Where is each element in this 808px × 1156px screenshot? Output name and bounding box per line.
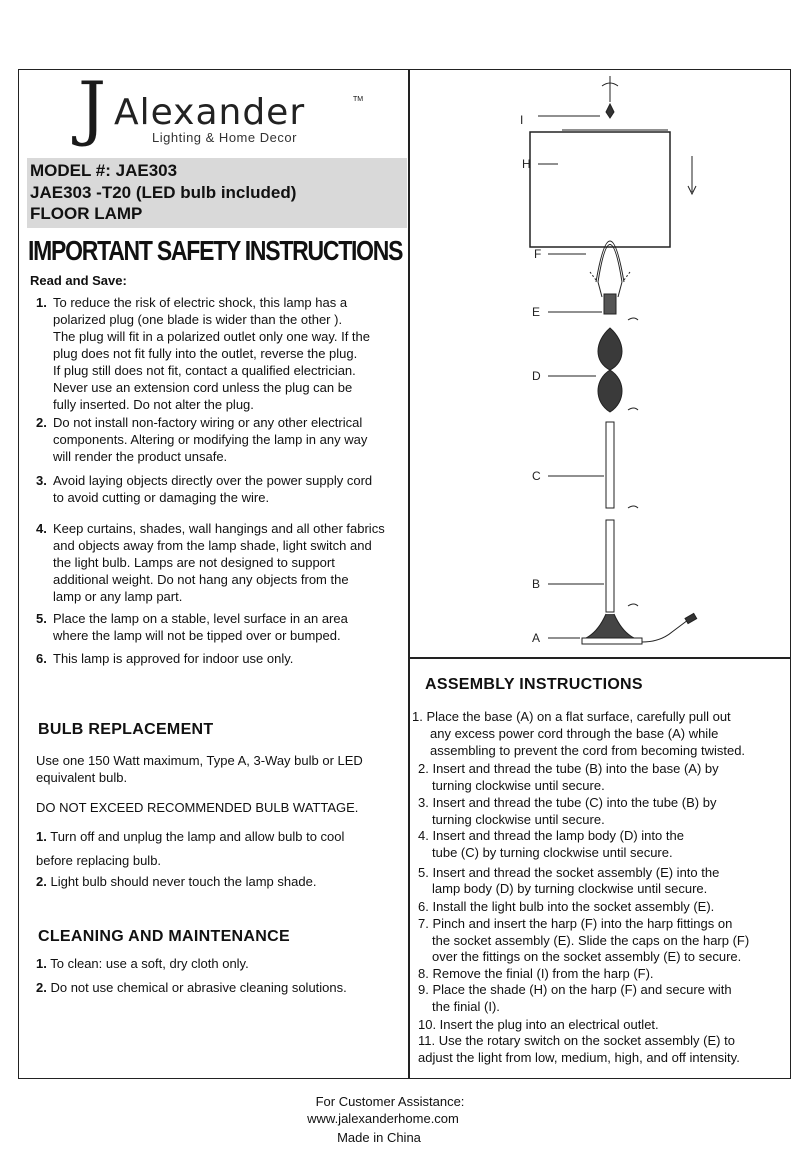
item-line: additional weight. Do not hang any objects from the: [53, 572, 349, 587]
item-line: Keep curtains, shades, wall hangings and all other fabrics: [53, 521, 385, 536]
logo-trademark: TM: [353, 96, 364, 103]
assembly-line: 6. Install the light bulb into the socket assembly (E).: [418, 899, 715, 914]
read-and-save-label: Read and Save:: [30, 273, 127, 288]
model-number: MODEL #: JAE303: [30, 161, 178, 180]
item-number: 6.: [36, 651, 47, 666]
lamp-shade: [530, 132, 670, 247]
assembly-line: the finial (I).: [432, 999, 500, 1014]
assembly-line: 5. Insert and thread the socket assembly (E) into the: [418, 865, 720, 880]
item-line: plug does not fit fully into the outlet, reverse the plug.: [53, 346, 358, 361]
assembly-line: 8. Remove the finial (I) from the harp (F).: [418, 966, 654, 981]
cleaning-step-1: [36, 955, 249, 972]
label-i: I: [520, 113, 524, 127]
footer-assistance: [0, 1094, 808, 1109]
bulb-spec-line: Use one 150 Watt maximum, Type A, 3-Way bulb or LED: [36, 753, 363, 768]
assembly-line: 10. Insert the plug into an electrical outlet.: [418, 1017, 659, 1032]
label-b: B: [532, 577, 541, 591]
item-line: lamp or any lamp part.: [53, 589, 183, 604]
label-h: H: [522, 157, 531, 171]
item-line: will render the product unsafe.: [53, 449, 228, 464]
assembly-line: 7. Pinch and insert the harp (F) into the harp fittings on: [418, 916, 733, 931]
item-line: Never use an extension cord unless the plug can be: [53, 380, 353, 395]
rotate-arrow-icon: [628, 408, 638, 410]
step-number: 2.: [36, 874, 47, 889]
website-link[interactable]: www.jalexanderhome.com: [307, 1111, 459, 1126]
base-neck: [586, 614, 634, 638]
assembly-line: 3. Insert and thread the tube (C) into the tube (B) by: [418, 795, 717, 810]
assembly-line: 2. Insert and thread the tube (B) into the base (A) by: [418, 761, 719, 776]
assembly-line: turning clockwise until secure.: [432, 812, 605, 827]
item-line: This lamp is approved for indoor use only.: [53, 651, 294, 666]
label-e: E: [532, 305, 541, 319]
item-line: components. Altering or modifying the lamp in any way: [53, 432, 368, 447]
safety-title: IMPORTANT SAFETY INSTRUCTIONS: [28, 235, 403, 266]
footer-website[interactable]: [0, 1111, 808, 1126]
step-text: Light bulb should never touch the lamp shade.: [50, 874, 317, 889]
step-text: To clean: use a soft, dry cloth only.: [50, 956, 249, 971]
bulb-spec-line: equivalent bulb.: [36, 770, 128, 785]
safety-item: [36, 294, 416, 413]
step-number: 1.: [36, 829, 47, 844]
item-line: fully inserted. Do not alter the plug.: [53, 397, 254, 412]
item-line: and objects away from the lamp shade, light switch and: [53, 538, 372, 553]
assembly-line: any excess power cord through the base (A) while: [430, 726, 719, 741]
cleaning-step-2: [36, 979, 347, 996]
logo-wordmark: Alexander: [114, 92, 306, 133]
tube-b: [606, 520, 614, 612]
rotate-arrow-icon: [628, 604, 638, 606]
tube-c: [606, 422, 614, 508]
origin-label: Made in China: [337, 1130, 421, 1145]
step-text: before replacing bulb.: [36, 853, 162, 868]
item-line: to avoid cutting or damaging the wire.: [53, 490, 270, 505]
power-cord: [642, 620, 688, 642]
lamp-assembly-diagram: [410, 72, 788, 656]
item-line: The plug will fit in a polarized outlet only one way. If the: [53, 329, 370, 344]
item-number: 4.: [36, 521, 47, 536]
assembly-line: over the fittings on the socket assembly (E) to secure.: [432, 949, 742, 964]
model-header: [27, 158, 407, 228]
socket-assembly: [604, 294, 616, 314]
safety-item: [36, 520, 416, 605]
item-line: where the lamp will not be tipped over or bumped.: [53, 628, 341, 643]
cap-hint-right: [624, 272, 630, 280]
item-line: polarized plug (one blade is wider than the other ).: [53, 312, 343, 327]
safety-item: [36, 610, 416, 644]
assembly-line: lamp body (D) by turning clockwise until secure.: [432, 881, 708, 896]
safety-item: [36, 414, 416, 465]
item-number: 5.: [36, 611, 47, 626]
logo-initial: J: [78, 67, 107, 149]
safety-item: [36, 650, 416, 667]
item-line: Avoid laying objects directly over the power supply cord: [53, 473, 373, 488]
assembly-line: adjust the light from low, medium, high, and off intensity.: [418, 1050, 740, 1065]
logo-tagline: Lighting & Home Decor: [152, 130, 297, 145]
wattage-warning: DO NOT EXCEED RECOMMENDED BULB WATTAGE.: [36, 800, 359, 815]
rotate-arrow-icon: [628, 506, 638, 508]
product-type: FLOOR LAMP: [30, 204, 143, 223]
right-section-divider: [408, 657, 791, 659]
harp-leg-left: [598, 282, 602, 297]
step-number: 2.: [36, 980, 47, 995]
cap-hint-left: [590, 272, 596, 280]
lamp-base: [582, 638, 642, 644]
footer-origin: [0, 1130, 808, 1145]
assembly-line: tube (C) by turning clockwise until secure.: [432, 845, 673, 860]
assembly-line: 11. Use the rotary switch on the socket assembly (E) to: [418, 1033, 735, 1048]
bulb-step-1: [36, 825, 396, 873]
step-text: Turn off and unplug the lamp and allow bulb to cool: [50, 829, 345, 844]
bulb-spec: [36, 752, 406, 786]
assembly-line: 4. Insert and thread the lamp body (D) into the: [418, 828, 684, 843]
label-a: A: [532, 631, 541, 645]
finial-part: [606, 104, 614, 118]
assembly-title: ASSEMBLY INSTRUCTIONS: [425, 676, 643, 693]
assembly-line: turning clockwise until secure.: [432, 778, 605, 793]
item-line: the light bulb. Lamps are not designed to support: [53, 555, 335, 570]
rotate-arrow-icon: [628, 318, 638, 320]
bulb-step-2: [36, 873, 316, 890]
plug-icon: [685, 613, 697, 623]
assembly-line: 9. Place the shade (H) on the harp (F) and secure with: [418, 982, 732, 997]
assembly-line: 1. Place the base (A) on a flat surface, carefully pull out: [412, 709, 731, 724]
item-line: Place the lamp on a stable, level surface in an area: [53, 611, 348, 626]
item-number: 1.: [36, 295, 47, 310]
cleaning-title: CLEANING AND MAINTENANCE: [38, 928, 290, 945]
bulb-replacement-title: BULB REPLACEMENT: [38, 721, 214, 738]
item-number: 2.: [36, 415, 47, 430]
lamp-body: [598, 328, 622, 412]
harp-left: [598, 245, 622, 283]
harp-leg-right: [618, 282, 622, 297]
item-line: To reduce the risk of electric shock, this lamp has a: [53, 295, 348, 310]
item-line: Do not install non-factory wiring or any other electrical: [53, 415, 363, 430]
assembly-line: the socket assembly (E). Slide the caps on the harp (F): [432, 933, 750, 948]
label-c: C: [532, 469, 541, 483]
brand-logo: [78, 67, 378, 152]
assembly-line: assembling to prevent the cord from becoming twisted.: [430, 743, 746, 758]
step-number: 1.: [36, 956, 47, 971]
label-d: D: [532, 369, 541, 383]
item-line: If plug still does not fit, contact a qualified electrician.: [53, 363, 356, 378]
assistance-label: For Customer Assistance:: [315, 1094, 465, 1109]
step-text: Do not use chemical or abrasive cleaning solutions.: [50, 980, 347, 995]
safety-item: [36, 472, 416, 506]
item-number: 3.: [36, 473, 47, 488]
label-f: F: [534, 247, 542, 261]
model-variant: JAE303 -T20 (LED bulb included): [30, 182, 297, 202]
